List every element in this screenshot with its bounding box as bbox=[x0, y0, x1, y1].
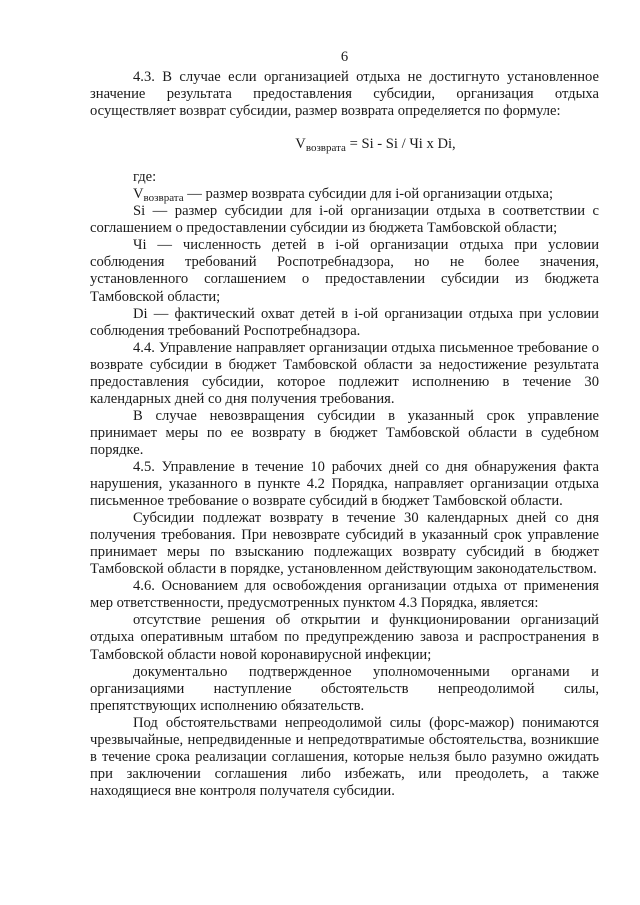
definition-si: Si — размер субсидии для i-ой организации отдыха в соответствии с соглашением о предоставлении субсидии из бюджета Тамбовской области; bbox=[90, 203, 599, 237]
paragraph-4-4-b: В случае невозвращения субсидии в указанный срок управление принимает меры по ее возврату в бюджет Тамбовской области в судебном порядке. bbox=[90, 407, 599, 458]
where-label: где: bbox=[133, 169, 157, 186]
paragraph-4-4: 4.4. Управление направляет организации отдыха письменное требование о возврате субсидии в бюджет Тамбовской области за недостижение результата предоставления субсидии, которое подлежит исполнению в течение 30 календарных дней со дня получения требования. bbox=[90, 339, 599, 407]
definition-v-base: V bbox=[133, 186, 144, 203]
paragraph-4-5-b: Субсидии подлежат возврату в течение 30 календарных дней со дня получения требования. При невозврате субсидий в указанный срок управление принимает меры по взысканию подлежащих возврату субсидий в бюджет Тамбовской области в порядке, установленном действующим законодательством. bbox=[90, 510, 599, 578]
document-body bbox=[90, 69, 599, 800]
paragraph-4-6: 4.6. Основанием для освобождения организации отдыха от применения мер ответственности, предусмотренных пунктом 4.3 Порядка, является: bbox=[90, 578, 599, 612]
definition-di: Di — фактический охват детей в i-ой организации отдыха при условии соблюдения требований Роспотребнадзора. bbox=[90, 305, 599, 339]
paragraph-4-6-b: документально подтвержденное уполномоченными органами и организациями наступление обстоятельств непреодолимой силы, препятствующих исполнению обязательств. bbox=[90, 663, 599, 714]
formula bbox=[90, 136, 599, 153]
formula-rhs: = Si - Si / Чi x Di, bbox=[345, 136, 456, 153]
formula-lhs-subscript: возврата bbox=[305, 142, 346, 155]
formula-lhs-base: V bbox=[295, 136, 306, 153]
paragraph-4-3: 4.3. В случае если организацией отдыха не достигнуто установленное значение результата предоставления субсидии, организация отдыха осуществляет возврат субсидии, размер возврата определяется по формуле: bbox=[90, 69, 599, 120]
paragraph-force-majeure: Под обстоятельствами непреодолимой силы (форс-мажор) понимаются чрезвычайные, непредвиденные и непредотвратимые обстоятельства, возникшие в течение срока реализации соглашения, которые нельзя было разумно ожидать при заключении соглашения либо избежать, или преодолеть, а также находящиеся вне контроля получателя субсидии. bbox=[90, 714, 599, 799]
definition-v-text: — размер возврата субсидии для i-ой организации отдыха; bbox=[183, 186, 554, 203]
page-number: 6 bbox=[340, 49, 349, 65]
definition-v-subscript: возврата bbox=[143, 192, 184, 205]
paragraph-4-6-a: отсутствие решения об открытии и функционировании организаций отдыха оперативным штабом по предупреждению завоза и распространения в Тамбовской области новой коронавирусной инфекции; bbox=[90, 612, 599, 663]
paragraph-4-5: 4.5. Управление в течение 10 рабочих дней со дня обнаружения факта нарушения, указанного в пункте 4.2 Порядка, направляет организации отдыха письменное требование о возврате субсидий в бюджет Тамбовской области. bbox=[90, 458, 599, 510]
definition-chi: Чi — численность детей в i-ой организации отдыха при условии соблюдения требований Роспотребнадзора, но не более значения, установленного соглашением о предоставлении субсидии из бюджета Тамбовской области; bbox=[90, 237, 599, 305]
definition-v bbox=[90, 186, 599, 203]
